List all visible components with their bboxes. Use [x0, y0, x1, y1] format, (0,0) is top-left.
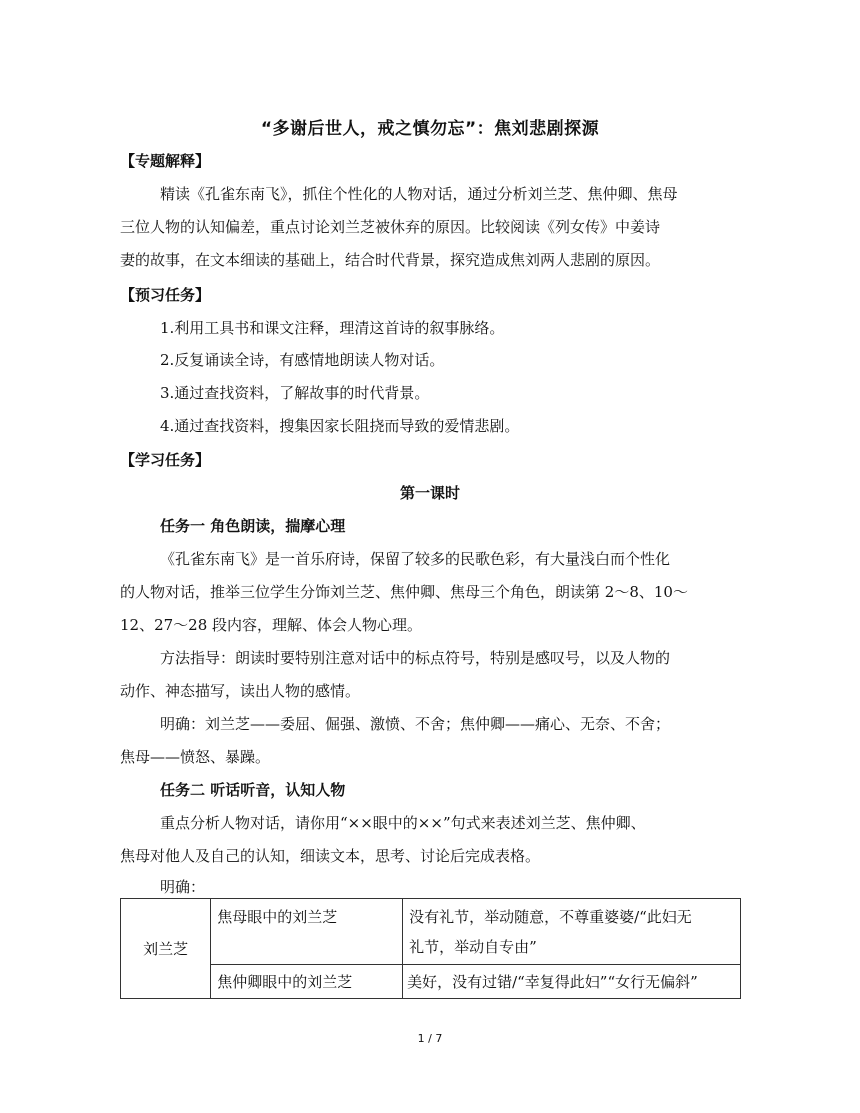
- explain-line: 精读《孔雀东南飞》，抓住个性化的人物对话，通过分析刘兰芝、焦仲卿、焦母: [160, 185, 678, 203]
- task2-heading: 任务二 听话听音，认知人物: [160, 781, 346, 799]
- table-row: [121, 899, 741, 965]
- perspective-cell: 焦仲卿眼中的刘兰芝: [211, 965, 403, 999]
- character-table: [120, 898, 741, 999]
- explain-line: 妻的故事，在文本细读的基础上，结合时代背景，探究造成焦刘两人悲剧的原因。: [120, 251, 661, 269]
- description-line: 美好，没有过错/“幸复得此妇”“女行无偏斜”: [407, 973, 698, 991]
- study-heading: 【学习任务】: [120, 451, 211, 469]
- preview-item: 1.利用工具书和课文注释，理清这首诗的叙事脉络。: [160, 319, 505, 337]
- description-line: 礼节，举动自专由”: [409, 937, 537, 956]
- lesson-title: 第一课时: [399, 484, 460, 502]
- document-title: “多谢后世人，戒之慎勿忘”：焦刘悲剧探源: [260, 119, 600, 139]
- clarify-line: 明确：刘兰芝——委屈、倔强、激愤、不舍；焦仲卿——痛心、无奈、不舍；: [160, 715, 671, 733]
- page-number: 1 / 7: [417, 1032, 443, 1045]
- task1-line: 《孔雀东南飞》是一首乐府诗，保留了较多的民歌色彩，有大量浅白而个性化: [160, 550, 671, 568]
- explain-heading: 【专题解释】: [120, 152, 211, 170]
- preview-item: 2.反复诵读全诗，有感情地朗读人物对话。: [160, 351, 445, 369]
- task2-line: 焦母对他人及自己的认知，细读文本，思考、讨论后完成表格。: [120, 847, 541, 865]
- task1-heading: 任务一 角色朗读，揣摩心理: [160, 517, 346, 535]
- clarify-line: 焦母——愤怒、暴躁。: [120, 748, 271, 766]
- task1-line: 12、27～28 段内容，理解、体会人物心理。: [120, 616, 423, 634]
- preview-heading: 【预习任务】: [120, 286, 211, 304]
- method-line: 动作、神态描写，读出人物的感情。: [120, 682, 361, 700]
- preview-item: 3.通过查找资料，了解故事的时代背景。: [160, 384, 430, 402]
- description-cell: [403, 899, 741, 965]
- explain-line: 三位人物的认知偏差，重点讨论刘兰芝被休弃的原因。比较阅读《列女传》中姜诗: [120, 218, 661, 236]
- perspective-cell: 焦母眼中的刘兰芝: [211, 899, 403, 965]
- description-line: 没有礼节，举动随意，不尊重婆婆/“此妇无: [409, 907, 692, 926]
- group-label-cell: 刘兰芝: [121, 899, 211, 999]
- task1-line: 的人物对话，推举三位学生分饰刘兰芝、焦仲卿、焦母三个角色，朗读第 2～8、10～: [120, 583, 688, 601]
- method-line: 方法指导：朗读时要特别注意对话中的标点符号，特别是感叹号，以及人物的: [160, 649, 671, 667]
- table-row: [121, 965, 741, 999]
- clarify2-label: 明确：: [160, 878, 206, 896]
- task2-line: 重点分析人物对话，请你用“××眼中的××”句式来表述刘兰芝、焦仲卿、: [160, 814, 646, 832]
- description-cell: [403, 965, 741, 999]
- preview-item: 4.通过查找资料，搜集因家长阻挠而导致的爱情悲剧。: [160, 417, 520, 435]
